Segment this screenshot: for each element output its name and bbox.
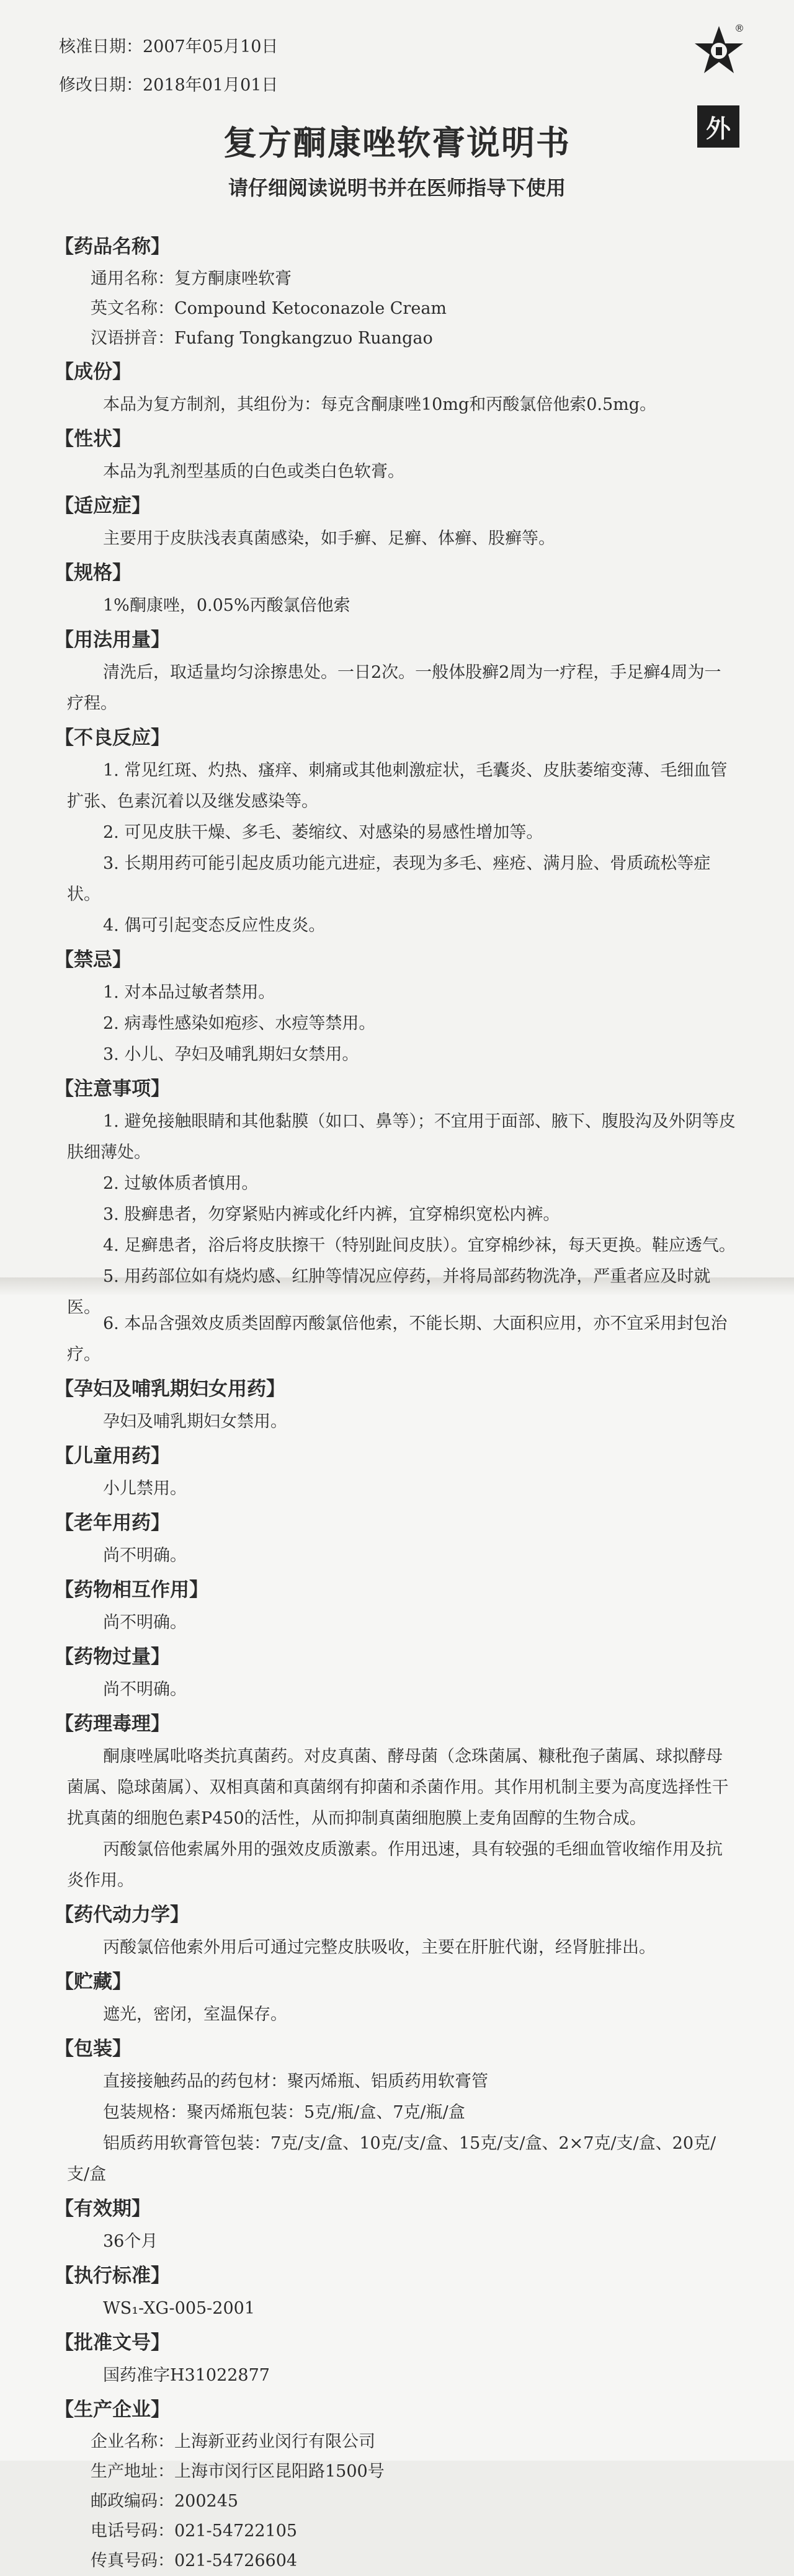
section-text: 本品为复方制剂，其组份为：每克含酮康唑10mg和丙酸氯倍他索0.5mg。 [103, 395, 657, 414]
leaflet-sections-part-2 [55, 1308, 749, 2576]
section-text: 传真号码：021-54726604 [91, 2551, 298, 2570]
section-block [55, 2395, 749, 2576]
section-text: 2. 过敏体质者慎用。 [103, 1174, 259, 1193]
section-text: 4. 足癣患者，浴后将皮肤擦干（特别趾间皮肤）。宜穿棉纱袜，每天更换。鞋应透气。 [103, 1236, 736, 1255]
leaflet-sections-part-1 [55, 228, 749, 1323]
section-text: 包装规格：聚丙烯瓶包装：5克/瓶/盒、7克/瓶/盒 [103, 2103, 465, 2122]
section-text: 1. 对本品过敏者禁用。 [103, 983, 275, 1002]
section-heading: 【性状】 [55, 428, 132, 450]
section-text: 汉语拼音：Fufang Tongkangzuo Ruangao [91, 329, 433, 348]
section-text: WS₁-XG-005-2001 [103, 2299, 256, 2318]
section-heading: 【药物过量】 [55, 1646, 170, 1668]
section-text: 本品为乳剂型基质的白色或类白色软膏。 [103, 462, 404, 481]
section-block [55, 357, 749, 420]
section-text: 遮光，密闭，室温保存。 [103, 2005, 287, 2024]
section-heading: 【包装】 [55, 2038, 132, 2060]
section-heading: 【用法用量】 [55, 629, 170, 651]
section-heading: 【禁忌】 [55, 949, 132, 971]
section-text: 丙酸氯倍他索外用后可通过完整皮肤吸收，主要在肝脏代谢，经肾脏排出。 [103, 1938, 656, 1957]
section-text: 2. 可见皮肤干燥、多毛、萎缩纹、对感染的易感性增加等。 [103, 823, 543, 842]
document-subtitle: 请仔细阅读说明书并在医师指导下使用 [228, 176, 566, 200]
section-block [55, 558, 749, 621]
section-text: 1. 常见红斑、灼热、瘙痒、刺痛或其他刺激症状，毛囊炎、皮肤萎缩变薄、毛细血管扩张、色素沉着以及继发感染等。 [67, 761, 728, 811]
section-block [55, 1508, 749, 1571]
section-block [55, 1441, 749, 1504]
section-text: 3. 长期用药可能引起皮质功能亢进症，表现为多毛、痤疮、满月脸、骨质疏松等症状。 [67, 854, 711, 904]
section-text: 36个月 [103, 2232, 158, 2251]
section-block [55, 2194, 749, 2257]
section-text: 3. 股癣患者，勿穿紧贴内裤或化纤内裤，宜穿棉织宽松内裤。 [103, 1205, 560, 1224]
section-block [55, 1374, 749, 1437]
section-text: 主要用于皮肤浅表真菌感染，如手癣、足癣、体癣、股癣等。 [103, 529, 555, 548]
document-dates [59, 28, 278, 105]
section-heading: 【药品名称】 [55, 236, 170, 258]
section-text: 4. 偶可引起变态反应性皮炎。 [103, 916, 326, 935]
revision-date: 修改日期：2018年01月01日 [59, 76, 279, 95]
section-heading: 【贮藏】 [55, 1971, 132, 1993]
section-block [55, 2328, 749, 2391]
section-text: 6. 本品含强效皮质类固醇丙酸氯倍他索，不能长期、大面积应用，亦不宜采用封包治疗。 [67, 1314, 728, 1364]
section-text: 3. 小儿、孕妇及哺乳期妇女禁用。 [103, 1045, 359, 1064]
section-block [55, 1575, 749, 1638]
section-block [55, 945, 749, 1070]
section-text: 国药准字H31022877 [103, 2366, 270, 2385]
section-text: 1%酮康唑，0.05%丙酸氯倍他索 [103, 596, 350, 615]
section-block [55, 424, 749, 487]
otc-badge: 外 [697, 105, 739, 148]
section-text: 2. 病毒性感染如疱疹、水痘等禁用。 [103, 1014, 376, 1033]
document-title: 复方酮康唑软膏说明书 [223, 123, 571, 162]
section-block [55, 491, 749, 554]
section-text: 5. 用药部位如有烧灼感、红肿等情况应停药，并将局部药物洗净，严重者应及时就医。 [67, 1267, 711, 1317]
section-text: 尚不明确。 [103, 1613, 187, 1632]
section-heading: 【老年用药】 [55, 1512, 170, 1534]
section-block [55, 2261, 749, 2324]
section-heading: 【注意事项】 [55, 1078, 170, 1100]
section-block [55, 625, 749, 719]
section-heading: 【孕妇及哺乳期妇女用药】 [55, 1378, 285, 1400]
section-text: 尚不明确。 [103, 1680, 187, 1699]
approval-date: 核准日期：2007年05月10日 [59, 37, 279, 56]
section-block [55, 232, 749, 353]
section-text: 酮康唑属吡咯类抗真菌药。对皮真菌、酵母菌（念珠菌属、糠秕孢子菌属、球拟酵母菌属、隐球菌属）、双相真菌和真菌纲有抑菌和杀菌作用。其作用机制主要为高度选择性干扰真菌的细胞色素P450的活性，从而抑制真菌细胞膜上麦角固醇的生物合成。 [67, 1747, 729, 1828]
section-heading: 【执行标准】 [55, 2265, 170, 2287]
registered-mark-icon: ® [734, 22, 744, 34]
section-text: 电话号码：021-54722105 [91, 2521, 298, 2541]
section-heading: 【有效期】 [55, 2198, 151, 2220]
section-block [55, 1074, 749, 1323]
section-text: 1. 避免接触眼睛和其他黏膜（如口、鼻等）；不宜用于面部、腋下、腹股沟及外阴等皮肤细薄处。 [67, 1112, 736, 1162]
section-text: 小儿禁用。 [103, 1479, 187, 1498]
section-text: 通用名称：复方酮康唑软膏 [91, 269, 292, 288]
section-text: 邮政编码：200245 [91, 2492, 239, 2511]
section-heading: 【生产企业】 [55, 2399, 170, 2421]
section-heading: 【药物相互作用】 [55, 1579, 208, 1601]
section-text: 企业名称：上海新亚药业闵行有限公司 [91, 2432, 375, 2451]
section-heading: 【成份】 [55, 361, 132, 383]
section-block [55, 1308, 749, 1370]
section-block [55, 723, 749, 941]
section-text: 尚不明确。 [103, 1546, 187, 1565]
section-block [55, 1900, 749, 1963]
section-heading: 【规格】 [55, 562, 132, 584]
section-block [55, 1642, 749, 1705]
section-text: 丙酸氯倍他索属外用的强效皮质激素。作用迅速，具有较强的毛细血管收缩作用及抗炎作用。 [67, 1840, 723, 1890]
section-heading: 【适应症】 [55, 495, 151, 517]
section-heading: 【药理毒理】 [55, 1713, 170, 1735]
section-text: 直接接触药品的药包材：聚丙烯瓶、铝质药用软膏管 [103, 2072, 488, 2091]
section-text: 英文名称：Compound Ketoconazole Cream [91, 299, 447, 318]
section-heading: 【批准文号】 [55, 2332, 170, 2354]
section-block [55, 1967, 749, 2030]
section-block [55, 1709, 749, 1896]
section-heading: 【儿童用药】 [55, 1445, 170, 1467]
section-text: 生产地址：上海市闵行区昆阳路1500号 [91, 2462, 385, 2481]
section-heading: 【不良反应】 [55, 727, 170, 749]
section-block [55, 2034, 749, 2190]
section-text: 铝质药用软膏管包装：7克/支/盒、10克/支/盒、15克/支/盒、2×7克/支/盒、20克/支/盒 [67, 2134, 716, 2184]
section-text: 孕妇及哺乳期妇女禁用。 [103, 1412, 287, 1431]
section-heading: 【药代动力学】 [55, 1904, 189, 1926]
section-text: 清洗后，取适量均匀涂擦患处。一日2次。一般体股癣2周为一疗程，手足癣4周为一疗程。 [67, 663, 721, 713]
